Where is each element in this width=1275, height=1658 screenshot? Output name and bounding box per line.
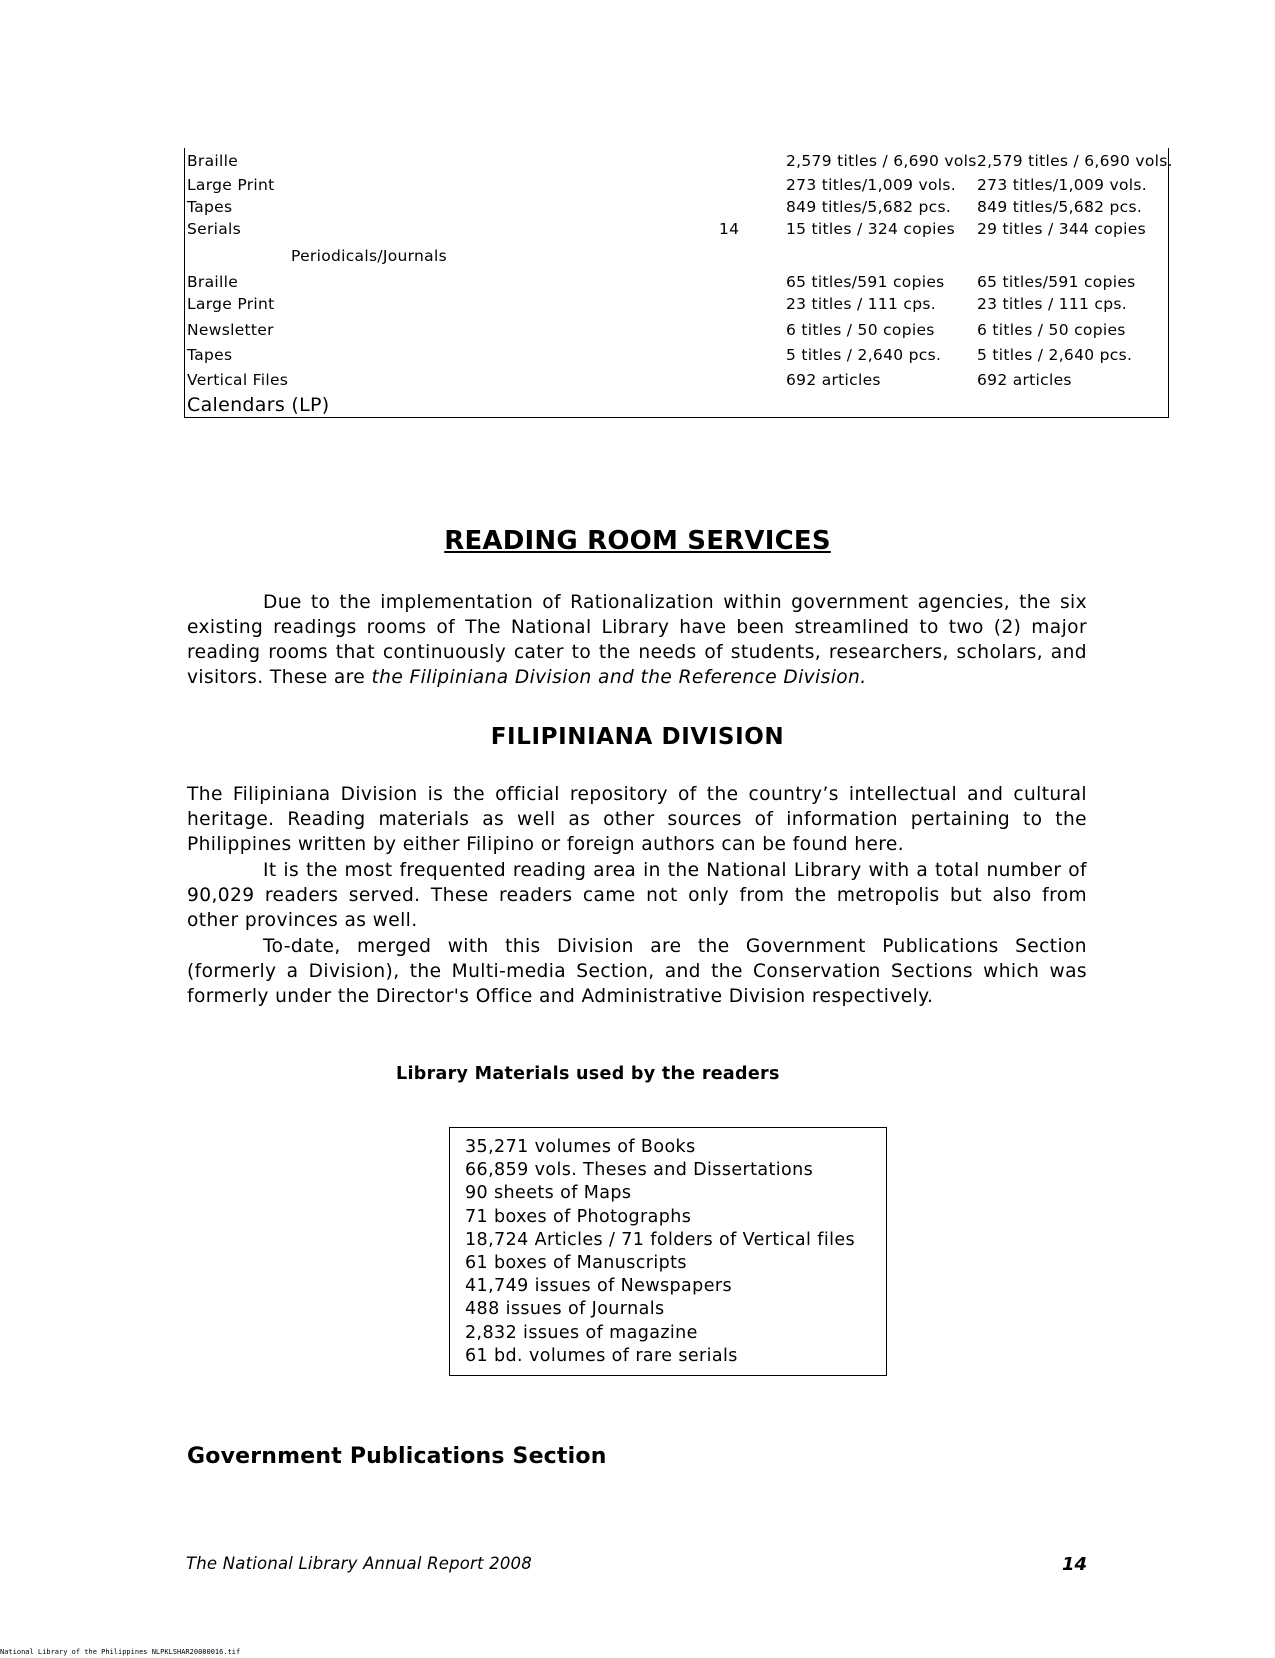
- row-label: Serials: [187, 220, 242, 238]
- row-label: Tapes: [187, 346, 233, 364]
- page-number: 14: [1062, 1554, 1088, 1575]
- row-label: Calendars (LP): [187, 394, 330, 416]
- table-row: [185, 293, 1168, 315]
- row-value-a: 15 titles / 324 copies: [786, 220, 955, 238]
- library-materials-heading: Library Materials used by the readers: [396, 1064, 780, 1084]
- intro-divisions: the Filipiniana Division and the Reference Division.: [371, 667, 867, 688]
- row-value-b: 692 articles: [977, 371, 1072, 389]
- intro-text: Due to the implementation of Rationalization within government agencies, the six existing readings rooms of The National Library have been streamlined to two (2) major reading rooms that continuously cater to the needs of students, researchers, scholars, and visitors. These are: [187, 592, 1087, 688]
- list-item: 61 bd. volumes of rare serials: [465, 1345, 738, 1366]
- row-number: 14: [719, 220, 740, 238]
- list-item: 61 boxes of Manuscripts: [465, 1253, 687, 1274]
- row-label: Large Print: [187, 176, 275, 194]
- row-value-b: 65 titles/591 copies: [977, 273, 1136, 291]
- table-row: [185, 271, 1168, 293]
- row-value-b: 5 titles / 2,640 pcs.: [977, 346, 1133, 364]
- row-label: Vertical Files: [187, 371, 289, 389]
- list-item: 71 boxes of Photographs: [465, 1206, 692, 1227]
- row-value-b: 23 titles / 111 cps.: [977, 295, 1127, 313]
- library-materials-list: [465, 1136, 886, 1368]
- row-value-a: 5 titles / 2,640 pcs.: [786, 346, 942, 364]
- list-item: 2,832 issues of magazine: [465, 1322, 698, 1343]
- row-value-b: 849 titles/5,682 pcs.: [977, 198, 1143, 216]
- row-label: Braille: [187, 273, 239, 291]
- row-label: Newsletter: [187, 321, 274, 339]
- library-materials-box: [449, 1127, 887, 1376]
- row-value-b: 2,579 titles / 6,690 vols.: [977, 152, 1173, 170]
- table-row: [185, 369, 1168, 391]
- list-item: 488 issues of Journals: [465, 1299, 665, 1320]
- row-value-b: 273 titles/1,009 vols.: [977, 176, 1147, 194]
- table-row: [185, 392, 1168, 418]
- row-label: Large Print: [187, 295, 275, 313]
- row-value-a: 65 titles/591 copies: [786, 273, 945, 291]
- filipiniana-paragraph-3: To-date, merged with this Division are the Government Publications Section (formerly a Division), the Multi-media Section, and the Conservation Sections which was formerly under the Director's Office and Administrative Division respectively.: [187, 936, 1087, 1007]
- footer-report-title: The National Library Annual Report 2008: [186, 1554, 532, 1573]
- list-item: 66,859 vols. Theses and Dissertations: [465, 1160, 814, 1181]
- filipiniana-paragraph-2: It is the most frequented reading area in the National Library with a total number of 90,029 readers served. These readers came not only from the metropolis but also from other provinces as well.: [187, 860, 1087, 931]
- table-row: [185, 344, 1168, 366]
- row-value-a: 849 titles/5,682 pcs.: [786, 198, 952, 216]
- list-item: 41,749 issues of Newspapers: [465, 1276, 732, 1297]
- table-row: [185, 174, 1168, 196]
- row-label: Braille: [187, 152, 239, 170]
- intro-paragraph: [187, 590, 1087, 690]
- scan-caption: National Library of the Philippines NLPKLSHAR20080016.tif: [0, 1648, 241, 1656]
- table-row: [185, 218, 1168, 240]
- row-value-a: 6 titles / 50 copies: [786, 321, 935, 339]
- filipiniana-title: FILIPINIANA DIVISION: [490, 724, 785, 750]
- list-item: 35,271 volumes of Books: [465, 1137, 696, 1157]
- table-row: [185, 319, 1168, 341]
- section-title: READING ROOM SERVICES: [444, 526, 831, 556]
- table-row: [185, 196, 1168, 218]
- row-value-b: 6 titles / 50 copies: [977, 321, 1126, 339]
- row-value-a: 2,579 titles / 6,690 vols.: [786, 152, 982, 170]
- row-label: Tapes: [187, 198, 233, 216]
- table-row: [185, 245, 1168, 267]
- gov-publications-heading: Government Publications Section: [187, 1444, 607, 1469]
- row-value-a: 692 articles: [786, 371, 881, 389]
- row-value-a: 23 titles / 111 cps.: [786, 295, 936, 313]
- row-label: Periodicals/Journals: [291, 247, 447, 265]
- holdings-table: [184, 148, 1173, 418]
- list-item: 18,724 Articles / 71 folders of Vertical files: [465, 1229, 856, 1250]
- table-row: [185, 150, 1173, 172]
- filipiniana-paragraph-1: The Filipiniana Division is the official repository of the country’s intellectual and cultural heritage. Reading materials as well as other sources of information pertaining to the Philippines written by either Filipino or foreign authors can be found here.: [187, 784, 1087, 855]
- row-value-b: 29 titles / 344 copies: [977, 220, 1146, 238]
- row-value-a: 273 titles/1,009 vols.: [786, 176, 956, 194]
- list-item: 90 sheets of Maps: [465, 1183, 632, 1204]
